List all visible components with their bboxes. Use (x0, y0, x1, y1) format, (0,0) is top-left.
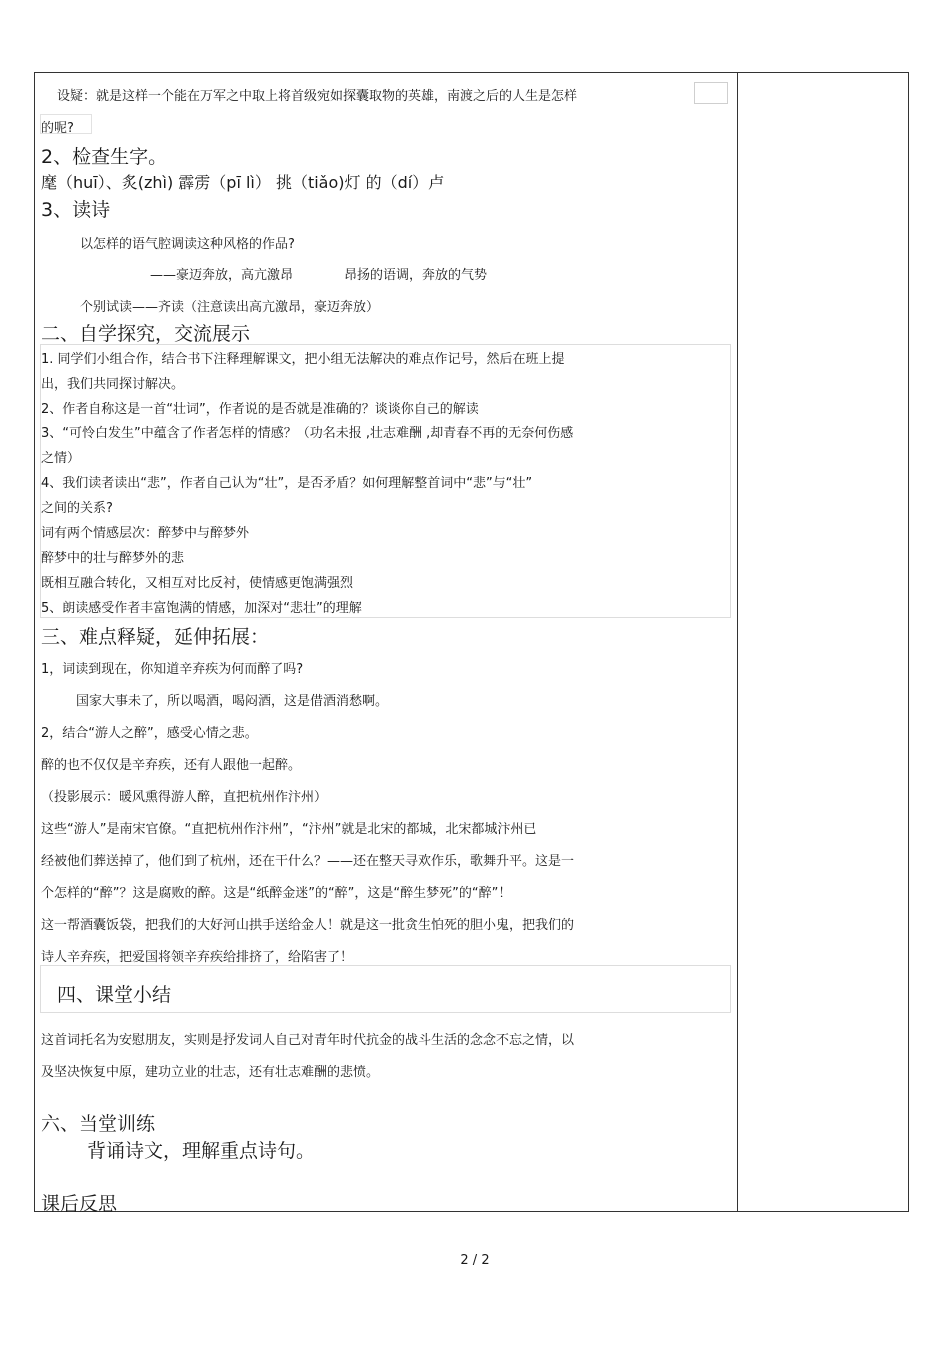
section4-line-2: 及坚决恢复中原，建功立业的壮志，还有壮志难酬的悲愤。 (41, 1065, 380, 1080)
section2-line-5: 之情） (41, 451, 81, 466)
section3-p2: （投影展示：暖风熏得游人醉，直把杭州作汴州） (41, 790, 328, 805)
section2-line-10: 既相互融合转化，又相互对比反衬，使情感更饱满强烈 (41, 576, 354, 591)
section4-heading: 四、课堂小结 (57, 984, 172, 1006)
section2-line-7: 之间的关系? (41, 501, 113, 516)
page-number: 2 / 2 (460, 1253, 490, 1268)
check-chars-heading: 2、检查生字。 (41, 146, 168, 168)
read-poem-question: 以怎样的语气腔调读这种风格的作品? (80, 237, 295, 252)
section3-p6: 这一帮酒囊饭袋，把我们的大好河山拱手送给金人！就是这一批贪生怕死的胆小鬼，把我们的 (41, 918, 575, 933)
section2-line-3: 2、作者自称这是一首“壮词”，作者说的是否就是准确的？谈谈你自己的解读 (41, 402, 479, 417)
section3-a1: 国家大事未了，所以喝酒，喝闷酒，这是借酒消愁啊。 (76, 694, 389, 709)
pinyin-line: 麾（huī）、炙(zhì) 霹雳（pī lì） 挑（tiǎo)灯 的（dí）卢 (41, 173, 445, 192)
section3-p1: 醉的也不仅仅是辛弃疾，还有人跟他一起醉。 (41, 758, 302, 773)
reflection-heading: 课后反思 (41, 1193, 118, 1215)
section6-heading: 六、当堂训练 (41, 1113, 156, 1135)
section2-line-9: 醉梦中的壮与醉梦外的悲 (41, 551, 185, 566)
section3-q2: 2，结合“游人之醉”，感受心情之悲。 (41, 726, 258, 741)
section2-line-2: 出，我们共同探讨解决。 (41, 377, 185, 392)
section2-line-6: 4、我们读者读出“悲”，作者自己认为“壮”，是否矛盾？如何理解整首词中“悲”与“壮” (41, 476, 533, 491)
intro-line-2: 的呢? (41, 121, 74, 136)
read-poem-answer-left: ——豪迈奔放，高亢激昂 (150, 268, 294, 283)
read-poem-practice: 个别试读——齐读（注意读出高亢激昂，豪迈奔放） (80, 300, 380, 315)
section2-line-11: 5、朗读感受作者丰富饱满的情感，加深对“悲壮”的理解 (41, 601, 362, 616)
table-right-edge (908, 72, 909, 1212)
intro-line-1: 设疑：就是这样一个能在万军之中取上将首级宛如探囊取物的英雄，南渡之后的人生是怎样 (57, 89, 578, 104)
section3-p5: 个怎样的“醉”？这是腐败的醉。这是“纸醉金迷”的“醉”，这是“醉生梦死”的“醉”！ (41, 886, 512, 901)
section3-p7: 诗人辛弃疾，把爱国将领辛弃疾给排挤了，给陷害了！ (41, 950, 354, 965)
section2-line-8: 词有两个情感层次：醉梦中与醉梦外 (41, 526, 250, 541)
section3-heading: 三、难点释疑，延伸拓展： (41, 626, 270, 648)
section3-q1: 1，词读到现在，你知道辛弃疾为何而醉了吗? (41, 662, 304, 677)
section3-p4: 经被他们葬送掉了，他们到了杭州，还在干什么？——还在整天寻欢作乐，歌舞升平。这是一 (41, 854, 575, 869)
section3-p3: 这些“游人”是南宋官僚。“直把杭州作汴州”，“汴州”就是北宋的都城，北宋都城汴州已 (41, 822, 537, 837)
section2-line-1: 1. 同学们小组合作，结合书下注释理解课文，把小组无法解决的难点作记号，然后在班上提 (41, 352, 565, 367)
section2-heading: 二、自学探究，交流展示 (41, 323, 251, 345)
read-poem-heading: 3、读诗 (41, 199, 111, 221)
section6-body: 背诵诗文，理解重点诗句。 (87, 1140, 316, 1162)
section2-line-4: 3、“可怜白发生”中蕴含了作者怎样的情感？（功名未报 ,壮志难酬 ,却青春不再的无奈何伤感 (41, 426, 574, 441)
section4-line-1: 这首词托名为安慰朋友，实则是抒发词人自己对青年时代抗金的战斗生活的念念不忘之情，以 (41, 1033, 575, 1048)
column-divider (737, 72, 738, 1212)
read-poem-answer-right: 昂扬的语调，奔放的气势 (344, 268, 488, 283)
empty-note-box (694, 82, 728, 104)
